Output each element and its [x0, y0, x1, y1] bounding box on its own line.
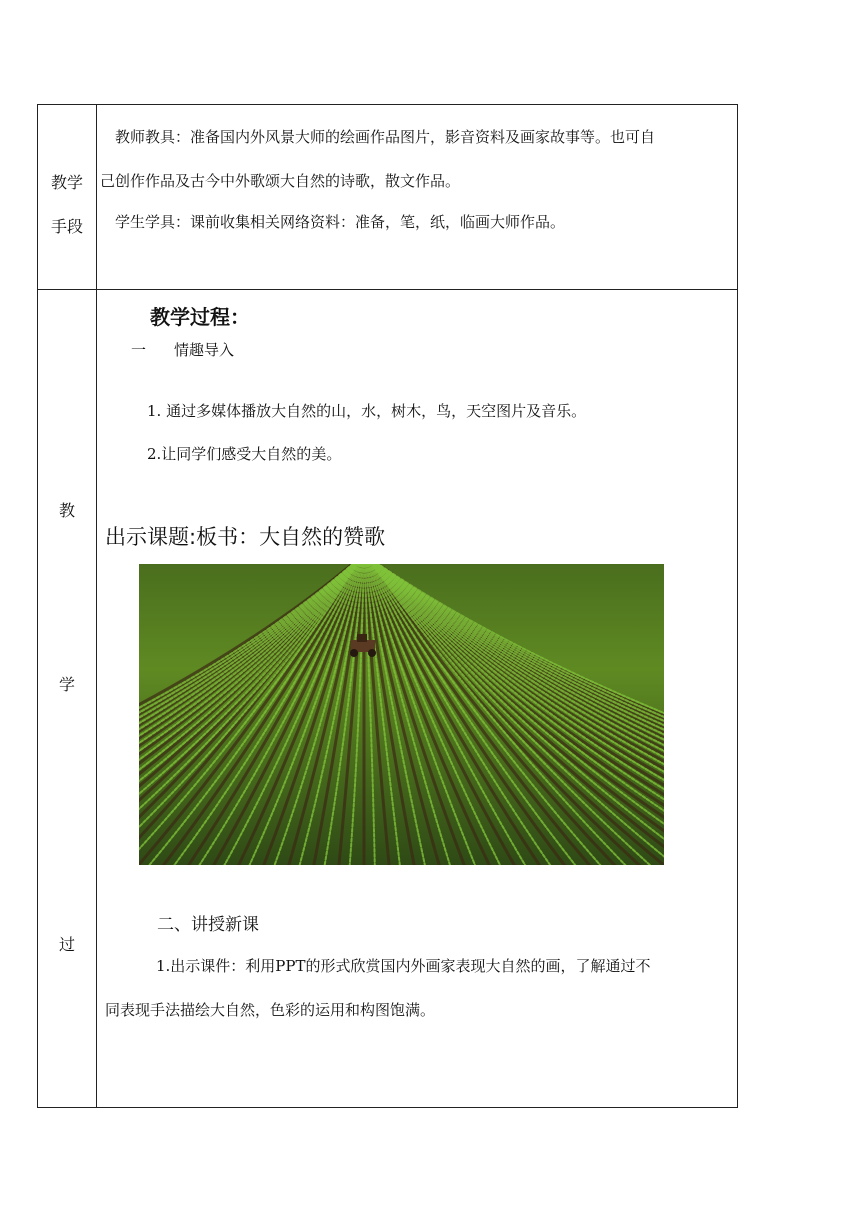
teacher-materials-line1: 教师教具：准备国内外风景大师的绘画作品图片，影音资料及画家故事等。也可自: [115, 128, 656, 146]
row1-label-line1: 教学: [50, 173, 83, 192]
new-lesson-para-line1: 1.出示课件：利用PPT的形式欣赏国内外画家表现大自然的画，了解通过不: [156, 957, 651, 975]
teacher-materials-line2: 己创作作品及古今中外歌颂大自然的诗歌，散文作品。: [100, 172, 461, 190]
column-divider: [96, 105, 97, 1107]
wheat-field-photo: [139, 564, 664, 865]
lesson-topic: 出示课题:板书：大自然的赞歌: [105, 525, 386, 549]
row2-label-char-3: 过: [58, 935, 75, 954]
row1-label-line2: 手段: [50, 217, 83, 236]
row2-label-char-2: 学: [58, 675, 75, 694]
row2-label-char-1: 教: [58, 501, 75, 520]
row-divider: [38, 289, 737, 290]
lesson-plan-table: [37, 104, 738, 1108]
intro-item-2: 2.让同学们感受大自然的美。: [147, 445, 342, 463]
process-title: 教学过程：: [150, 305, 250, 329]
section1-title: 情趣导入: [174, 341, 235, 359]
section2-title: 二、讲授新课: [157, 915, 259, 935]
intro-item-1: 1. 通过多媒体播放大自然的山，水，树木，鸟，天空图片及音乐。: [147, 402, 587, 420]
new-lesson-para-line2: 同表现手法描绘大自然，色彩的运用和构图饱满。: [105, 1001, 436, 1019]
student-materials-line: 学生学具：课前收集相关网络资料：准备，笔，纸，临画大师作品。: [115, 213, 566, 231]
section1-number: 一: [131, 341, 147, 359]
